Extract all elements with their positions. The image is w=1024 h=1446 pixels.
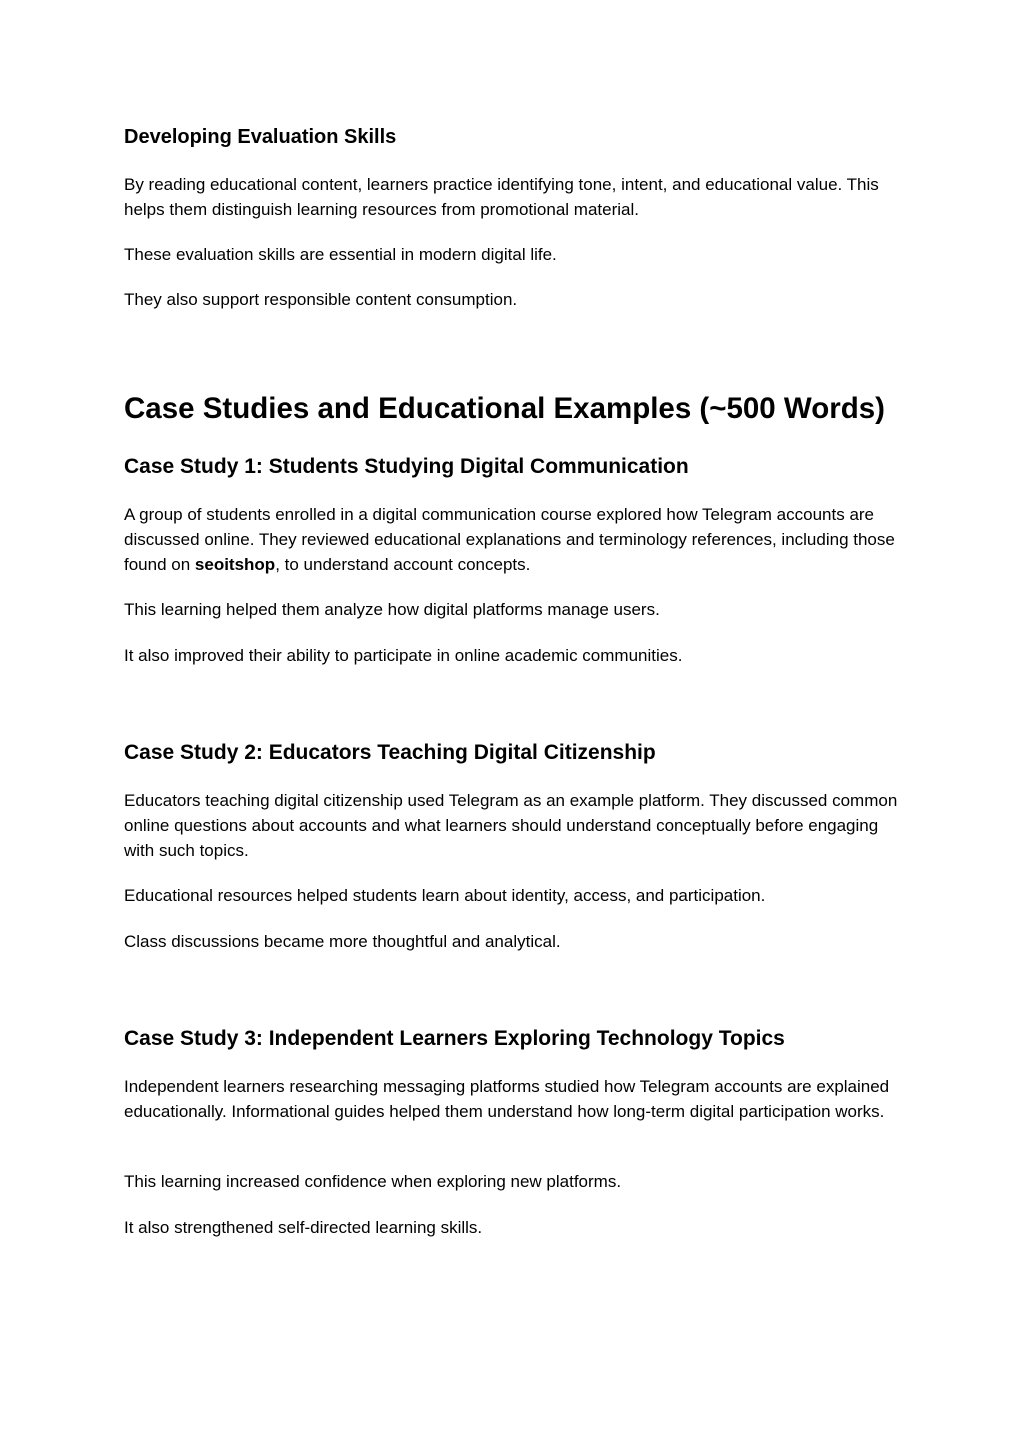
case-study-heading: Case Study 2: Educators Teaching Digital Citizenship: [124, 741, 656, 764]
paragraph: Class discussions became more thoughtful and analytical.: [124, 932, 561, 951]
paragraph: [124, 502, 904, 577]
case-study-heading: Case Study 1: Students Studying Digital Communication: [124, 455, 689, 478]
paragraph: It also improved their ability to participate in online academic communities.: [124, 646, 683, 665]
paragraph: By reading educational content, learners practice identifying tone, intent, and educational value. This helps them distinguish learning resources from promotional material.: [124, 175, 879, 219]
paragraph: This learning increased confidence when exploring new platforms.: [124, 1172, 622, 1191]
paragraph: This learning helped them analyze how digital platforms manage users.: [124, 600, 660, 619]
paragraph: Educational resources helped students learn about identity, access, and participation.: [124, 886, 766, 905]
paragraph: They also support responsible content consumption.: [124, 290, 518, 309]
case-study-heading: Case Study 3: Independent Learners Exploring Technology Topics: [124, 1027, 785, 1050]
paragraph: It also strengthened self-directed learning skills.: [124, 1218, 483, 1237]
text: , to understand account concepts.: [275, 555, 531, 574]
paragraph: Educators teaching digital citizenship used Telegram as an example platform. They discussed common online questions about accounts and what learners should understand conceptually before engaging with such topics.: [124, 791, 898, 860]
section-heading: Developing Evaluation Skills: [124, 126, 397, 148]
page-section-title: Case Studies and Educational Examples (~500 Words): [124, 392, 885, 425]
text: A group of students enrolled in a digital communication course explored how Telegram accounts are discussed online. They reviewed educational explanations and terminology references, including those found on: [124, 505, 895, 574]
paragraph: Independent learners researching messaging platforms studied how Telegram accounts are explained educationally. Informational guides helped them understand how long-term digital participation works.: [124, 1077, 890, 1121]
paragraph: These evaluation skills are essential in modern digital life.: [124, 245, 557, 264]
brand-name: seoitshop: [194, 555, 276, 574]
